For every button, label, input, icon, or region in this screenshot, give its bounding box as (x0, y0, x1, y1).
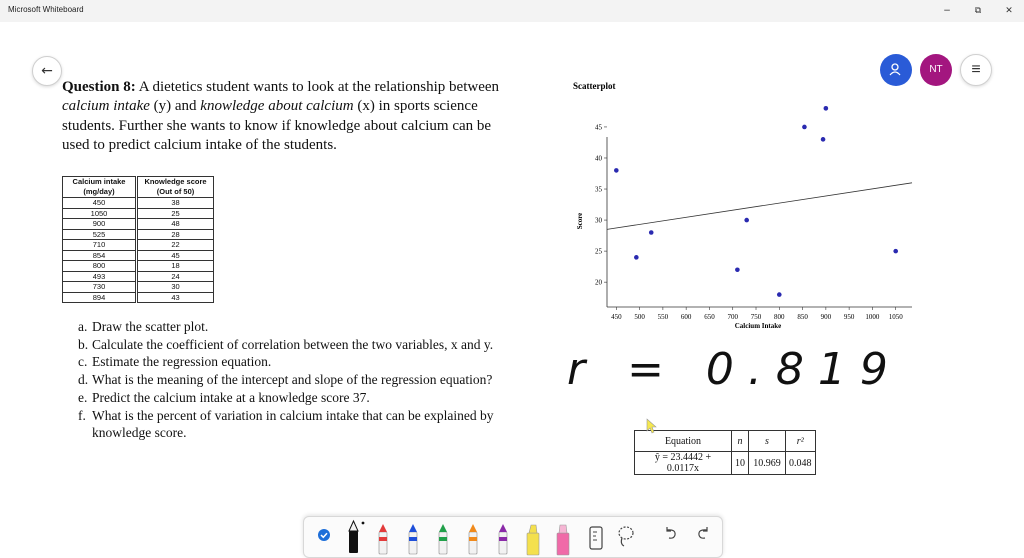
x-tick-label: 600 (680, 313, 692, 321)
y-tick-label: 20 (595, 278, 602, 287)
question-var-calcium-intake: calcium intake (62, 98, 150, 115)
y-tick-label: 30 (595, 216, 602, 225)
cell-knowledge-score: 18 (137, 261, 214, 272)
question-text-part: A dietetics student wants to look at the relationship between (135, 79, 500, 95)
chart-axes (595, 123, 912, 321)
cell-calcium-intake: 525 (63, 229, 137, 240)
eq-n: 10 (732, 452, 749, 475)
y-tick-label: 45 (595, 123, 602, 132)
eq-s: 10.969 (749, 452, 786, 475)
handwritten-r-value (565, 338, 902, 400)
redo-icon (688, 517, 716, 553)
question-text (62, 78, 502, 156)
highlighter-pink-button[interactable] (550, 517, 578, 553)
pen-black-button[interactable] (340, 517, 368, 553)
chart-title: Scatterplot (573, 81, 616, 91)
minimize-button[interactable]: − (943, 6, 951, 16)
scatterplot-chart (565, 75, 925, 335)
sub-question (78, 353, 508, 371)
x-tick-label: 1000 (865, 313, 880, 321)
cell-knowledge-score: 22 (137, 240, 214, 251)
y-tick-label: 25 (595, 247, 602, 256)
lasso-select-button[interactable] (612, 517, 640, 553)
x-tick-label: 500 (634, 313, 645, 321)
sub-question-label: c. (78, 354, 88, 370)
eq-equation: ŷ = 23.4442 + 0.0117x (635, 452, 732, 475)
data-point (649, 230, 654, 235)
sub-question-label: f. (78, 407, 86, 423)
header-line: Calcium intake (72, 177, 126, 186)
cell-calcium-intake: 1050 (63, 208, 137, 219)
hamburger-menu-icon: ≡ (971, 61, 981, 78)
sub-question (78, 318, 508, 336)
question-text-part: (x) in sports science students. Further she wants to know if knowledge about calcium can be used to predict calcium intake of the students. (62, 98, 492, 154)
cell-knowledge-score: 43 (137, 292, 214, 303)
eq-header-s: s (749, 431, 786, 452)
y-axis-label: Score (576, 212, 584, 230)
pen-blue-icon (400, 517, 428, 553)
table-row (63, 271, 214, 282)
eq-header-equation: Equation (635, 431, 732, 452)
header-line: (mg/day) (83, 187, 115, 196)
pen-purple-button[interactable] (490, 517, 518, 553)
x-tick-label: 650 (704, 313, 715, 321)
sub-question-text: Calculate the coefficient of correlation between the two variables, x and y. (92, 336, 494, 352)
pen-purple-icon (490, 517, 518, 553)
cell-calcium-intake: 800 (63, 261, 137, 272)
sub-question-text: Draw the scatter plot. (92, 319, 209, 334)
cell-knowledge-score: 48 (137, 219, 214, 230)
data-point (744, 218, 749, 223)
table-row (63, 261, 214, 272)
pen-green-icon (430, 517, 458, 553)
pen-orange-button[interactable] (460, 517, 488, 553)
sub-question-text: What is the percent of variation in calcium intake that can be explained by knowledge score. (92, 407, 494, 441)
chart-marks (607, 106, 912, 297)
y-tick-label: 40 (595, 154, 602, 163)
question-var-knowledge: knowledge about calcium (200, 98, 354, 115)
x-tick-label: 450 (611, 313, 622, 321)
maximize-button[interactable]: ⧉ (974, 6, 982, 16)
data-point (893, 249, 898, 254)
x-tick-label: 850 (797, 313, 808, 321)
ruler-icon (582, 517, 610, 553)
pen-blue-button[interactable] (400, 517, 428, 553)
select-tool-button[interactable] (310, 517, 338, 553)
table-row (63, 250, 214, 261)
cell-knowledge-score: 45 (137, 250, 214, 261)
header-line: (Out of 50) (156, 187, 195, 196)
cell-knowledge-score: 25 (137, 208, 214, 219)
cell-knowledge-score: 24 (137, 271, 214, 282)
regression-line (607, 183, 912, 230)
cursor-icon (645, 418, 659, 434)
pen-red-button[interactable] (370, 517, 398, 553)
table-row (63, 292, 214, 303)
pen-red-icon (370, 517, 398, 553)
pen-green-button[interactable] (430, 517, 458, 553)
x-tick-label: 950 (843, 313, 855, 321)
table-row (63, 229, 214, 240)
pen-orange-icon (460, 517, 488, 553)
sub-question-label: e. (78, 389, 88, 405)
cell-calcium-intake: 900 (63, 219, 137, 230)
x-tick-label: 700 (727, 313, 738, 321)
sub-question (78, 389, 508, 407)
undo-icon (658, 517, 686, 553)
y-tick-label: 35 (595, 185, 602, 194)
table-row (63, 282, 214, 293)
x-tick-label: 550 (657, 313, 669, 321)
data-point (735, 267, 740, 272)
avatar-initials: NT (929, 64, 943, 75)
data-point (821, 137, 826, 142)
check-circle-icon (310, 517, 338, 553)
cell-calcium-intake: 894 (63, 292, 137, 303)
highlighter-pink-icon (550, 517, 578, 553)
eq-header-r2: r² (786, 431, 816, 452)
app-title: Microsoft Whiteboard (8, 5, 84, 14)
table-header-knowledge (137, 177, 214, 198)
question-label: Question 8: (62, 79, 136, 95)
data-point (614, 168, 619, 173)
lasso-icon (612, 517, 640, 553)
cell-calcium-intake: 730 (63, 282, 137, 293)
x-axis-label: Calcium Intake (734, 322, 782, 330)
equation-table (634, 430, 816, 475)
header-line: Knowledge score (144, 177, 207, 186)
data-point (634, 255, 639, 260)
eq-r2: 0.048 (786, 452, 816, 475)
question-text-part: (y) and (149, 98, 201, 115)
sub-question-text: Estimate the regression equation. (92, 354, 272, 370)
ruler-button[interactable] (582, 517, 610, 553)
pen-black-icon (340, 517, 368, 553)
data-point (777, 292, 782, 297)
settings-menu-button[interactable] (960, 54, 992, 86)
ink-toolbar (303, 516, 723, 558)
table-body (63, 198, 214, 303)
cell-calcium-intake: 710 (63, 240, 137, 251)
title-bar (0, 0, 1024, 22)
sub-question (78, 336, 508, 354)
data-point (824, 106, 829, 111)
cell-knowledge-score: 30 (137, 282, 214, 293)
sub-question (78, 407, 508, 442)
table-header-calcium (63, 177, 137, 198)
eq-header-n: n (732, 431, 749, 452)
data-table (62, 176, 214, 303)
undo-button[interactable] (658, 517, 686, 553)
back-button[interactable] (32, 56, 62, 86)
sub-question-label: b. (78, 336, 89, 352)
sub-question-label: a. (78, 319, 88, 334)
table-row (63, 198, 214, 209)
sub-question-text: What is the meaning of the intercept and slope of the regression equation? (92, 372, 493, 388)
sub-questions (78, 318, 508, 442)
arrow-left-icon: ← (41, 63, 53, 79)
highlighter-yellow-button[interactable] (520, 517, 548, 553)
x-tick-label: 750 (750, 313, 762, 321)
close-button[interactable]: ✕ (1005, 6, 1013, 16)
x-tick-label: 800 (774, 313, 785, 321)
table-row (63, 208, 214, 219)
handwritten-text: r = 0.819 (567, 344, 902, 395)
sub-question (78, 371, 508, 389)
x-tick-label: 900 (820, 313, 832, 321)
cell-knowledge-score: 38 (137, 198, 214, 209)
cell-calcium-intake: 854 (63, 250, 137, 261)
redo-button[interactable] (688, 517, 716, 553)
data-point (802, 125, 807, 130)
cell-calcium-intake: 450 (63, 198, 137, 209)
highlighter-yellow-icon (520, 517, 548, 553)
sub-question-text: Predict the calcium intake at a knowledge score 37. (92, 389, 370, 405)
table-row (63, 219, 214, 230)
sub-question-label: d. (78, 372, 89, 388)
cell-knowledge-score: 28 (137, 229, 214, 240)
cell-calcium-intake: 493 (63, 271, 137, 282)
table-row (63, 240, 214, 251)
x-tick-label: 1050 (888, 313, 903, 321)
